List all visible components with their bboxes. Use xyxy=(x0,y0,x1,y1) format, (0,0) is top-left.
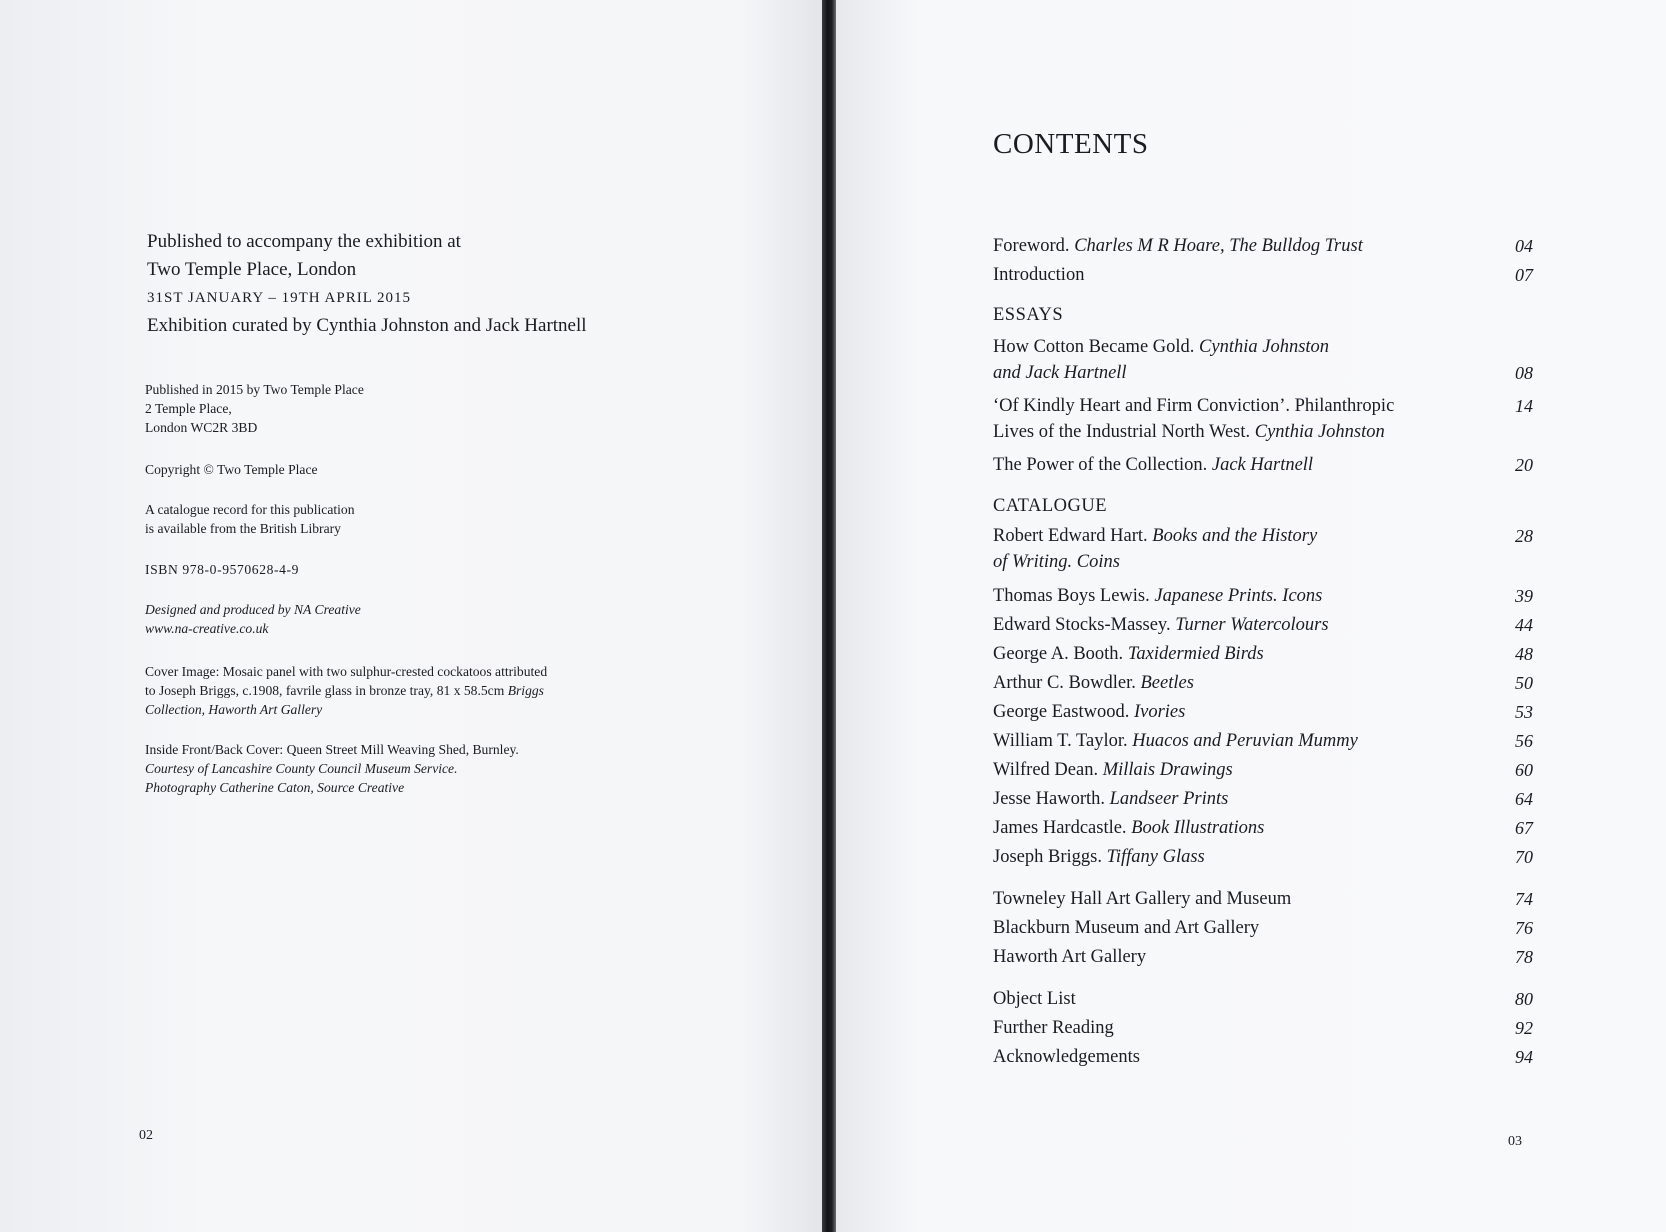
book-gutter xyxy=(822,0,836,1232)
toc-entry-title: Joseph Briggs. xyxy=(993,847,1107,867)
page-number-left: 02 xyxy=(139,1128,153,1143)
toc-entry-title: How Cotton Became Gold. xyxy=(993,337,1200,357)
page-number-right: 03 xyxy=(1508,1134,1522,1149)
toc-entry xyxy=(993,699,1533,725)
toc-entry xyxy=(993,728,1533,754)
toc-page-number: 70 xyxy=(1515,847,1533,867)
toc-entry-title: Object List xyxy=(993,989,1076,1009)
toc-entry xyxy=(993,262,1533,288)
cover-line-2-plain: to Joseph Briggs, c.1908, favrile glass in bronze tray, 81 x 58.5cm xyxy=(145,683,505,698)
contents-title: CONTENTS xyxy=(993,128,1149,160)
isbn: ISBN 978-0-9570628-4-9 xyxy=(145,562,300,577)
inside-cover-line-1: Inside Front/Back Cover: Queen Street Mill Weaving Shed, Burnley. xyxy=(145,742,519,757)
toc-entry-title: Jesse Haworth. xyxy=(993,789,1110,809)
section-heading-essays: ESSAYS xyxy=(993,305,1064,325)
toc-page-number: 60 xyxy=(1515,760,1533,780)
toc-entry-subject: Japanese Prints. Icons xyxy=(1154,586,1323,606)
toc-entry-title: Blackburn Museum and Art Gallery xyxy=(993,918,1260,938)
toc-page-number: 78 xyxy=(1515,947,1533,967)
toc-entry xyxy=(993,815,1533,841)
toc-entry-subject-line-2: of Writing. Coins xyxy=(993,552,1120,572)
toc-entry-title: George Eastwood. xyxy=(993,702,1134,722)
toc-entry-subject: Books and the History xyxy=(1152,526,1318,546)
toc-entry-title: Haworth Art Gallery xyxy=(993,947,1147,967)
toc-entry-title: Robert Edward Hart. xyxy=(993,526,1153,546)
toc-entry-title: Arthur C. Bowdler. xyxy=(993,673,1141,693)
toc-page-number: 20 xyxy=(1515,455,1533,475)
toc-entry-subject: Ivories xyxy=(1133,702,1186,722)
toc-entry-subject: Beetles xyxy=(1140,673,1194,693)
toc-entry xyxy=(993,670,1533,696)
curated-by: Exhibition curated by Cynthia Johnston and Jack Hartnell xyxy=(147,315,587,336)
toc-entry xyxy=(993,334,1533,386)
cover-line-2 xyxy=(145,681,547,700)
toc-entry xyxy=(993,233,1533,259)
toc-entry xyxy=(993,786,1533,812)
toc-page-number: 80 xyxy=(1515,989,1533,1009)
toc-page-number: 92 xyxy=(1515,1018,1533,1038)
toc-entry-title: ‘Of Kindly Heart and Firm Conviction’. Philanthropic xyxy=(993,396,1395,416)
toc-page-number: 53 xyxy=(1515,702,1533,722)
left-page xyxy=(0,0,822,1232)
catalogue-record-line-1: A catalogue record for this publication xyxy=(145,502,355,517)
toc-entry-subject: Landseer Prints xyxy=(1109,789,1229,809)
copyright: Copyright © Two Temple Place xyxy=(145,462,318,477)
inside-cover-line-3: Photography Catherine Caton, Source Creative xyxy=(145,780,405,795)
toc-page-number: 94 xyxy=(1515,1047,1533,1067)
toc-entry-subject: Turner Watercolours xyxy=(1175,615,1329,635)
toc-entry-title: Foreword. xyxy=(993,236,1075,256)
toc-entry-title: Wilfred Dean. xyxy=(993,760,1103,780)
toc-entry-title: Towneley Hall Art Gallery and Museum xyxy=(993,889,1292,909)
toc-entry xyxy=(993,757,1533,783)
toc-entry-title: Introduction xyxy=(993,265,1085,285)
toc-entry-title: James Hardcastle. xyxy=(993,818,1132,838)
toc-entry-title: Thomas Boys Lewis. xyxy=(993,586,1155,606)
toc-page-number: 39 xyxy=(1515,586,1533,606)
toc-entry-title: Edward Stocks-Massey. xyxy=(993,615,1176,635)
toc-page-number: 74 xyxy=(1515,889,1533,909)
right-page xyxy=(836,0,1666,1232)
toc-entry xyxy=(993,915,1533,941)
publisher-block xyxy=(145,380,364,437)
toc-entry-subject: Taxidermied Birds xyxy=(1127,644,1264,664)
toc-page-number: 28 xyxy=(1515,526,1533,546)
toc-entry-title: George A. Booth. xyxy=(993,644,1128,664)
toc-page-number: 67 xyxy=(1515,818,1533,838)
toc-entry xyxy=(993,844,1533,870)
publisher-line-1: Published in 2015 by Two Temple Place xyxy=(145,382,364,397)
toc-entry-subject: Book Illustrations xyxy=(1131,818,1265,838)
toc-entry-subject: Millais Drawings xyxy=(1102,760,1233,780)
toc-entry-author: Cynthia Johnston xyxy=(1254,422,1385,442)
toc-entry-title: Further Reading xyxy=(993,1018,1114,1038)
catalogue-record-line-2: is available from the British Library xyxy=(145,521,341,536)
intro-line-1: Published to accompany the exhibition at xyxy=(147,231,461,252)
section-heading-catalogue: CATALOGUE xyxy=(993,496,1108,516)
toc-page-number: 50 xyxy=(1515,673,1533,693)
toc-page-number: 07 xyxy=(1515,265,1533,285)
toc-page-number: 14 xyxy=(1515,396,1533,416)
toc-entry-subject: Tiffany Glass xyxy=(1106,847,1205,867)
toc-entry-author-line-2: and Jack Hartnell xyxy=(993,363,1127,383)
design-url: www.na-creative.co.uk xyxy=(145,621,269,636)
design-credit xyxy=(145,600,361,638)
toc-page-number: 48 xyxy=(1515,644,1533,664)
toc-entry xyxy=(993,986,1533,1012)
toc-entry xyxy=(993,452,1533,478)
inside-cover-line-2: Courtesy of Lancashire County Council Museum Service. xyxy=(145,761,458,776)
intro-line-2: Two Temple Place, London xyxy=(147,259,357,280)
toc-page-number: 64 xyxy=(1515,789,1533,809)
publisher-line-3: London WC2R 3BD xyxy=(145,420,258,435)
toc-page-number: 76 xyxy=(1515,918,1533,938)
toc-entry xyxy=(993,393,1533,445)
toc-entry xyxy=(993,583,1533,609)
toc-entry-title: William T. Taylor. xyxy=(993,731,1133,751)
toc-entry xyxy=(993,1015,1533,1041)
toc-entry-author: Jack Hartnell xyxy=(1211,455,1314,475)
toc-entry xyxy=(993,612,1533,638)
toc-entry-title: Acknowledgements xyxy=(993,1047,1140,1067)
toc-page-number: 04 xyxy=(1515,236,1533,256)
toc-entry-author: Cynthia Johnston xyxy=(1199,337,1330,357)
toc-page-number: 44 xyxy=(1515,615,1533,635)
inside-cover-credit xyxy=(145,740,519,797)
toc-entry xyxy=(993,886,1533,912)
cover-image-credit xyxy=(145,662,547,719)
toc-entry xyxy=(993,1044,1533,1070)
toc-entry-title: The Power of the Collection. xyxy=(993,455,1212,475)
toc-entry-subject: Huacos and Peruvian Mummy xyxy=(1132,731,1358,751)
toc-entry-author: Charles M R Hoare, The Bulldog Trust xyxy=(1074,236,1363,256)
toc-entry xyxy=(993,944,1533,970)
cover-line-2-italic: Briggs xyxy=(507,683,544,698)
exhibition-dates: 31ST JANUARY – 19TH APRIL 2015 xyxy=(147,290,412,306)
exhibition-intro xyxy=(147,228,587,340)
publisher-line-2: 2 Temple Place, xyxy=(145,401,232,416)
toc-entry xyxy=(993,641,1533,667)
catalogue-record xyxy=(145,500,355,538)
design-line-1: Designed and produced by NA Creative xyxy=(145,602,361,617)
toc-entry xyxy=(993,523,1533,575)
cover-line-3: Collection, Haworth Art Gallery xyxy=(145,702,323,717)
toc-entry-title-line-2: Lives of the Industrial North West. xyxy=(993,422,1255,442)
toc-page-number: 08 xyxy=(1515,363,1533,383)
toc-page-number: 56 xyxy=(1515,731,1533,751)
cover-line-1: Cover Image: Mosaic panel with two sulphur-crested cockatoos attributed xyxy=(145,664,548,679)
